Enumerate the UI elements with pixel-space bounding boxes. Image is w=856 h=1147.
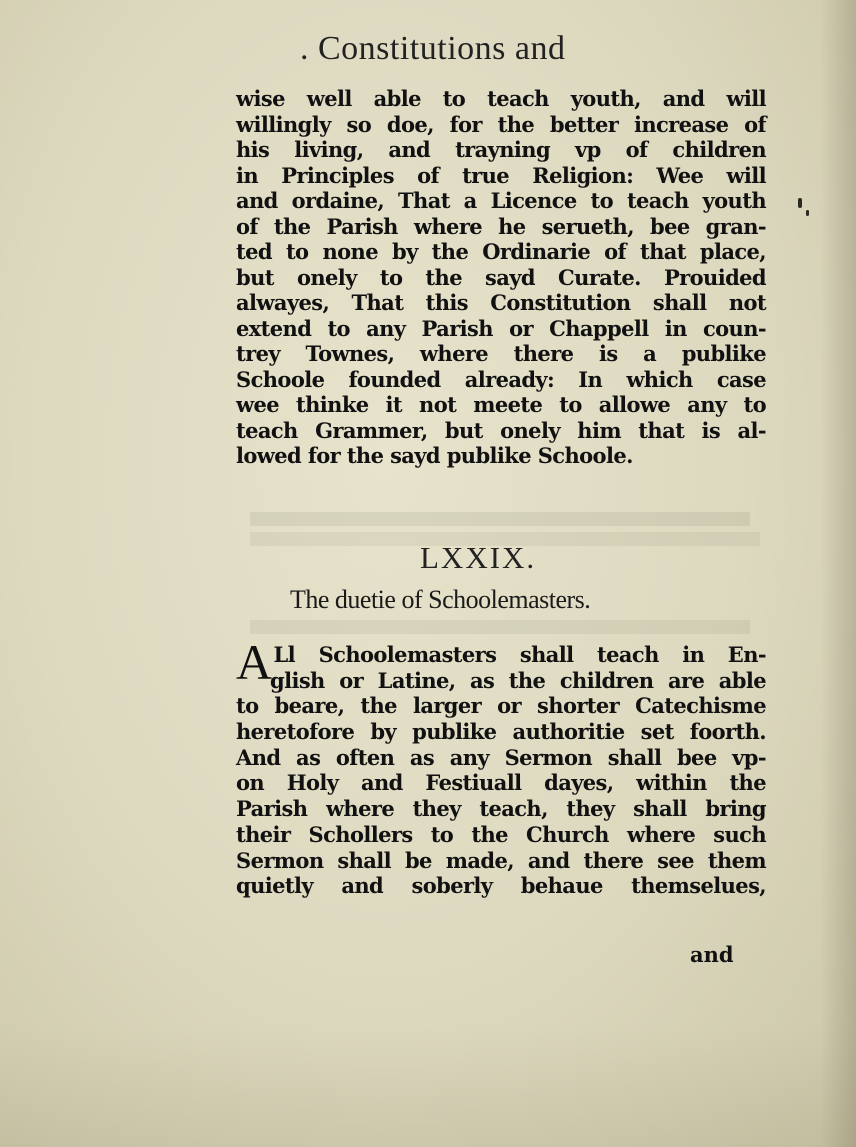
body-paragraph bbox=[236, 86, 766, 469]
text-line: alwayes, That this Constitution shall not bbox=[236, 290, 766, 315]
text-line: and ordaine, That a Licence to teach youth bbox=[236, 188, 766, 213]
catchword: and bbox=[690, 942, 734, 967]
drop-cap: A bbox=[236, 634, 272, 690]
text-line: And as often as any Sermon shall bee vp- bbox=[236, 744, 766, 770]
canon-number: LXXIX. bbox=[420, 540, 537, 575]
text-line: glish or Latine, as the children are able bbox=[270, 667, 766, 693]
text-line: trey Townes, where there is a publike bbox=[236, 341, 766, 366]
text-line: willingly so doe, for the better increase of bbox=[236, 111, 766, 137]
show-through-mark bbox=[250, 512, 750, 526]
text-line: wise well able to teach youth, and will bbox=[236, 86, 766, 111]
text-line: his living, and trayning vp of children bbox=[236, 137, 766, 162]
canon-heading: The duetie of Schoolemasters. bbox=[290, 585, 591, 614]
text-line: but onely to the sayd Curate. Prouided bbox=[236, 264, 766, 290]
page-bottom-shade bbox=[0, 1027, 856, 1147]
text-line: teach Grammer, but onely him that is al- bbox=[236, 417, 766, 443]
text-line: on Holy and Festiuall dayes, within the bbox=[236, 770, 766, 796]
text-line-content: Ll Schoolemasters shall teach in En- bbox=[273, 642, 766, 667]
text-line: heretofore by publike authoritie set foorth. bbox=[236, 719, 766, 745]
text-line: quietly and soberly behaue themselues, bbox=[236, 873, 766, 899]
text-line: wee thinke it not meete to allowe any to bbox=[236, 392, 766, 417]
ink-blot bbox=[806, 210, 809, 216]
running-head: . Constitutions and bbox=[300, 30, 566, 67]
text-line: their Schollers to the Church where such bbox=[236, 821, 766, 847]
text-line: Schoole founded already: In which case bbox=[236, 366, 766, 392]
text-line: Sermon shall be made, and there see them bbox=[236, 847, 766, 873]
text-line: of the Parish where he serueth, bee gran- bbox=[236, 213, 766, 239]
ink-blot bbox=[798, 198, 802, 208]
text-line: ted to none by the Ordinarie of that place, bbox=[236, 239, 766, 264]
text-line: extend to any Parish or Chappell in coun- bbox=[236, 315, 766, 341]
text-line: lowed for the sayd publike Schoole. bbox=[236, 443, 633, 468]
text-line: to beare, the larger or shorter Catechisme bbox=[236, 693, 766, 719]
canon-text bbox=[236, 634, 766, 899]
text-line: in Principles of true Religion: Wee will bbox=[236, 162, 766, 188]
text-line: Parish where they teach, they shall bring bbox=[236, 796, 766, 822]
show-through-mark bbox=[250, 620, 750, 634]
page-edge-shadow bbox=[820, 0, 856, 1147]
